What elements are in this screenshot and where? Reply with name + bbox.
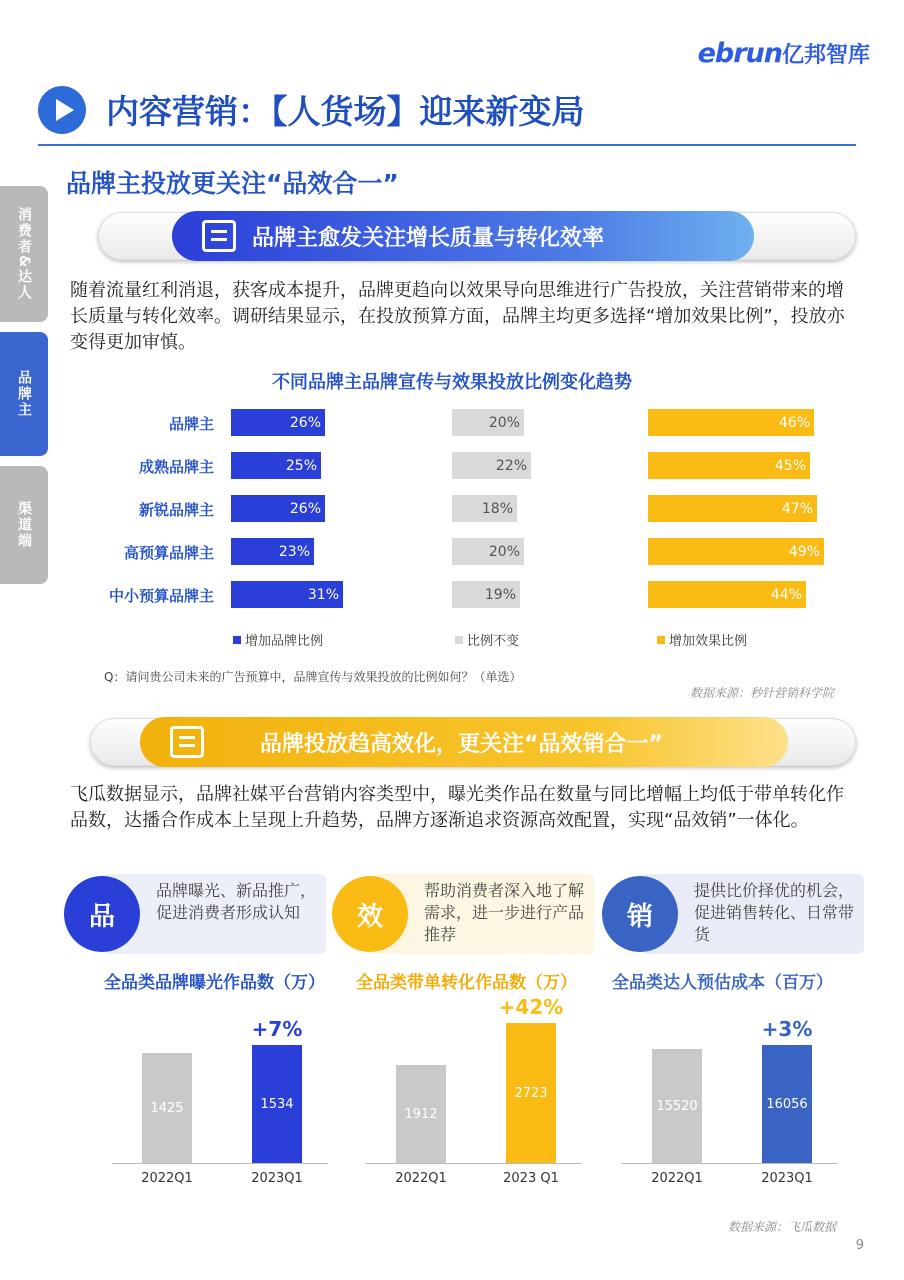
ebrun-logo: ebrun亿邦智库 bbox=[697, 38, 870, 69]
bar-gray: 22% bbox=[452, 452, 531, 479]
x-axis-line bbox=[622, 1163, 838, 1164]
bar-blue: 26% bbox=[231, 409, 325, 436]
page-number: 9 bbox=[855, 1238, 864, 1253]
bar-gray: 18% bbox=[452, 495, 517, 522]
column-bar: 16056 bbox=[762, 1045, 812, 1163]
bar-gray: 20% bbox=[452, 538, 524, 565]
info-card-text: 提供比价择优的机会，促进销售转化、日常带货 bbox=[694, 881, 855, 944]
column-bar: 1534 bbox=[252, 1045, 302, 1163]
legend-swatch-blue bbox=[233, 636, 241, 644]
source-note-1: 数据来源：秒针营销科学院 bbox=[689, 686, 834, 700]
section1-banner: 品牌主愈发关注增长质量与转化效率 bbox=[172, 211, 754, 261]
bar-yellow: 46% bbox=[648, 409, 814, 436]
category-label: 新锐品牌主 bbox=[138, 501, 214, 519]
legend-brand: 增加品牌比例 bbox=[233, 630, 323, 649]
x-tick-label: 2022Q1 bbox=[651, 1171, 703, 1186]
info-card-badge: 品 bbox=[64, 876, 140, 952]
edit-document-icon bbox=[170, 726, 204, 758]
x-axis-line bbox=[112, 1163, 328, 1164]
section2-paragraph: 飞瓜数据显示，品牌社媒平台营销内容类型中，曝光类作品在数量与同比增幅上均低于带单转化作品数，达播合作成本上呈现上升趋势，品牌方逐渐追求资源高效配置，实现“品效销”一体化。 bbox=[70, 784, 844, 831]
title-divider bbox=[38, 144, 856, 146]
bar-yellow: 47% bbox=[648, 495, 817, 522]
info-card-badge: 销 bbox=[602, 876, 678, 952]
document-icon bbox=[202, 220, 236, 252]
x-tick-label: 2023 Q1 bbox=[503, 1171, 559, 1186]
play-icon bbox=[38, 86, 86, 134]
sidebar-tab-consumers[interactable]: 消费者&达人 bbox=[0, 186, 48, 322]
column-bar: 1912 bbox=[396, 1065, 446, 1163]
growth-label: +42% bbox=[498, 995, 564, 1019]
column-chart-title: 全品类品牌曝光作品数（万） bbox=[104, 973, 325, 993]
category-label: 成熟品牌主 bbox=[138, 458, 214, 476]
column-chart-title: 全品类带单转化作品数（万） bbox=[356, 973, 577, 993]
column-bar: 1425 bbox=[142, 1053, 192, 1163]
growth-label: +7% bbox=[251, 1017, 303, 1041]
column-bar: 15520 bbox=[652, 1049, 702, 1163]
column-chart-title: 全品类达人预估成本（百万） bbox=[612, 973, 833, 993]
page-title: 内容营销：【人货场】迎来新变局 bbox=[106, 92, 585, 131]
chart1-title: 不同品牌主品牌宣传与效果投放比例变化趋势 bbox=[272, 372, 632, 393]
x-tick-label: 2023Q1 bbox=[761, 1171, 813, 1186]
sidebar-tab-channels[interactable]: 渠道端 bbox=[0, 466, 48, 584]
section1-paragraph: 随着流量红利消退，获客成本提升，品牌更趋向以效果导向思维进行广告投放，关注营销带来的增长质量与转化效率。调研结果显示，在投放预算方面，品牌主均更多选择“增加效果比例”，投放亦变得更加审慎。 bbox=[70, 280, 845, 353]
info-card-text: 帮助消费者深入地了解需求，进一步进行产品推荐 bbox=[424, 881, 585, 944]
category-label: 品牌主 bbox=[168, 415, 214, 433]
section2-banner: 品牌投放趋高效化，更关注“品效销合一” bbox=[140, 717, 788, 767]
x-axis-line bbox=[366, 1163, 582, 1164]
x-tick-label: 2022Q1 bbox=[141, 1171, 193, 1186]
bar-gray: 19% bbox=[452, 581, 520, 608]
info-card-text: 品牌曝光、新品推广，促进消费者形成认知 bbox=[156, 881, 317, 922]
category-label: 高预算品牌主 bbox=[123, 544, 214, 562]
bar-gray: 20% bbox=[452, 409, 524, 436]
bar-blue: 25% bbox=[231, 452, 321, 479]
category-label: 中小预算品牌主 bbox=[108, 587, 214, 605]
column-bar: 2723 bbox=[506, 1023, 556, 1163]
legend-effect: 增加效果比例 bbox=[657, 630, 747, 649]
info-card-badge: 效 bbox=[332, 876, 408, 952]
survey-question-note: Q：请问贵公司未来的广告预算中，品牌宣传与效果投放的比例如何？（单选） bbox=[104, 670, 522, 684]
bar-yellow: 49% bbox=[648, 538, 824, 565]
bar-blue: 31% bbox=[231, 581, 343, 608]
legend-swatch-gray bbox=[455, 636, 463, 644]
growth-label: +3% bbox=[761, 1017, 813, 1041]
bar-yellow: 45% bbox=[648, 452, 810, 479]
legend-swatch-yellow bbox=[657, 636, 665, 644]
bar-yellow: 44% bbox=[648, 581, 806, 608]
source-note-2: 数据来源：飞瓜数据 bbox=[727, 1220, 836, 1234]
legend-unchanged: 比例不变 bbox=[455, 630, 519, 649]
bar-blue: 26% bbox=[231, 495, 325, 522]
x-tick-label: 2022Q1 bbox=[395, 1171, 447, 1186]
sidebar-tab-brands[interactable]: 品牌主 bbox=[0, 332, 48, 456]
x-tick-label: 2023Q1 bbox=[251, 1171, 303, 1186]
bar-blue: 23% bbox=[231, 538, 314, 565]
section-subtitle: 品牌主投放更关注“品效合一” bbox=[66, 169, 399, 198]
